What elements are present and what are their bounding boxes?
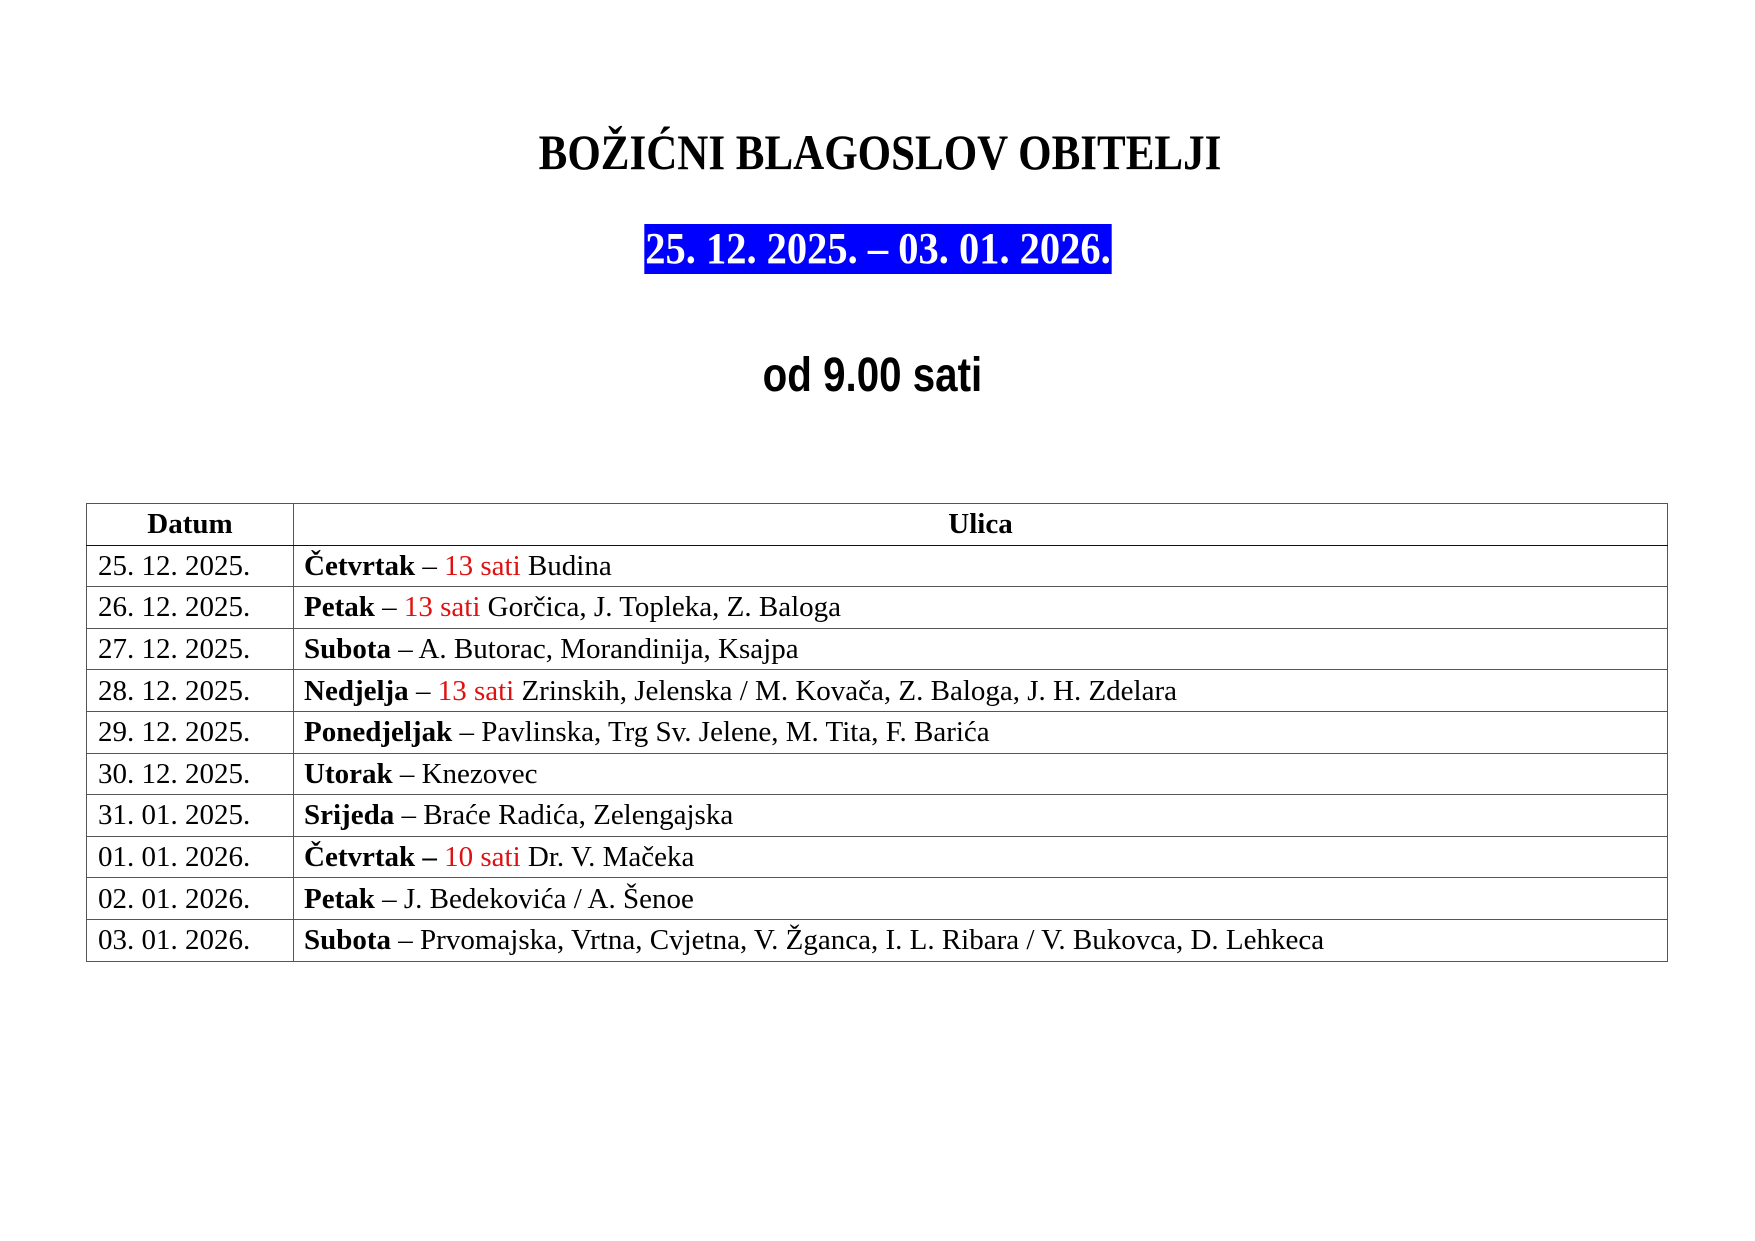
table-header-row xyxy=(87,504,1668,546)
row-street-list: Zrinskih, Jelenska / M. Kovača, Z. Baloga, J. H. Zdelara xyxy=(514,674,1178,707)
row-streets-cell xyxy=(294,919,1668,961)
table-row xyxy=(87,628,1668,670)
row-time: 10 sati xyxy=(444,841,521,874)
row-day: Nedjelja xyxy=(304,674,409,707)
table-row xyxy=(87,587,1668,629)
row-dash: – xyxy=(452,716,482,749)
row-dash: – xyxy=(391,924,421,957)
row-time: 13 sati xyxy=(437,674,515,707)
table-row xyxy=(87,753,1668,795)
row-street-list: Braće Radića, Zelengajska xyxy=(423,799,734,832)
row-day: Srijeda xyxy=(304,799,395,832)
row-day: Subota xyxy=(304,633,392,666)
row-streets-cell xyxy=(294,628,1668,670)
row-streets-cell xyxy=(294,836,1668,878)
row-streets-cell xyxy=(294,670,1668,712)
table-row xyxy=(87,670,1668,712)
table-row xyxy=(87,711,1668,753)
row-streets-cell xyxy=(294,753,1668,795)
row-streets-cell xyxy=(294,587,1668,629)
row-dash: – xyxy=(408,674,438,707)
table-row xyxy=(87,878,1668,920)
row-time: 13 sati xyxy=(403,591,481,624)
table-row xyxy=(87,836,1668,878)
row-date: 30. 12. 2025. xyxy=(87,753,294,795)
row-day: Petak xyxy=(304,591,375,624)
column-header-street: Ulica xyxy=(294,504,1668,546)
row-date: 29. 12. 2025. xyxy=(87,711,294,753)
row-date: 31. 01. 2025. xyxy=(87,795,294,837)
row-day: Četvrtak xyxy=(304,549,416,582)
column-header-date: Datum xyxy=(87,504,294,546)
row-street-list: Dr. V. Mačeka xyxy=(520,841,695,874)
row-dash: – xyxy=(391,633,419,666)
row-dash: – xyxy=(394,799,424,832)
row-streets-cell xyxy=(294,795,1668,837)
row-date: 01. 01. 2026. xyxy=(87,836,294,878)
row-dash: – xyxy=(374,591,404,624)
row-day: Petak xyxy=(304,882,375,915)
row-day: Četvrtak – xyxy=(304,841,437,874)
row-street-list: Pavlinska, Trg Sv. Jelene, M. Tita, F. Barića xyxy=(481,716,990,749)
row-street-list: Knezovec xyxy=(421,757,538,790)
row-streets-cell xyxy=(294,878,1668,920)
table-row xyxy=(87,545,1668,587)
row-dash: – xyxy=(374,882,404,915)
row-day: Ponedjeljak xyxy=(304,716,453,749)
row-date: 27. 12. 2025. xyxy=(87,628,294,670)
row-streets-cell xyxy=(294,545,1668,587)
row-streets-cell xyxy=(294,711,1668,753)
row-dash: – xyxy=(415,549,445,582)
row-street-list: Prvomajska, Vrtna, Cvjetna, V. Žganca, I. L. Ribara / V. Bukovca, D. Lehkeca xyxy=(420,924,1325,957)
row-time: 13 sati xyxy=(444,549,521,582)
table-row xyxy=(87,795,1668,837)
date-range-highlight: 25. 12. 2025. – 03. 01. 2026. xyxy=(645,224,1111,273)
row-date: 28. 12. 2025. xyxy=(87,670,294,712)
date-range-container xyxy=(0,224,1755,274)
row-date: 03. 01. 2026. xyxy=(87,919,294,961)
schedule-table xyxy=(86,503,1668,962)
row-date: 26. 12. 2025. xyxy=(87,587,294,629)
row-day: Utorak xyxy=(304,757,393,790)
row-date: 25. 12. 2025. xyxy=(87,545,294,587)
table-row xyxy=(87,919,1668,961)
start-time-note: od 9.00 sati xyxy=(762,349,983,402)
row-date: 02. 01. 2026. xyxy=(87,878,294,920)
row-day: Subota xyxy=(304,924,392,957)
row-street-list: Budina xyxy=(520,549,612,582)
row-street-list: J. Bedekovića / A. Šenoe xyxy=(403,882,694,915)
row-dash: – xyxy=(392,757,422,790)
page-title: BOŽIĆNI BLAGOSLOV OBITELJI xyxy=(538,124,1222,180)
row-street-list: Gorčica, J. Topleka, Z. Baloga xyxy=(480,591,842,624)
row-street-list: A. Butorac, Morandinija, Ksajpa xyxy=(418,633,799,666)
